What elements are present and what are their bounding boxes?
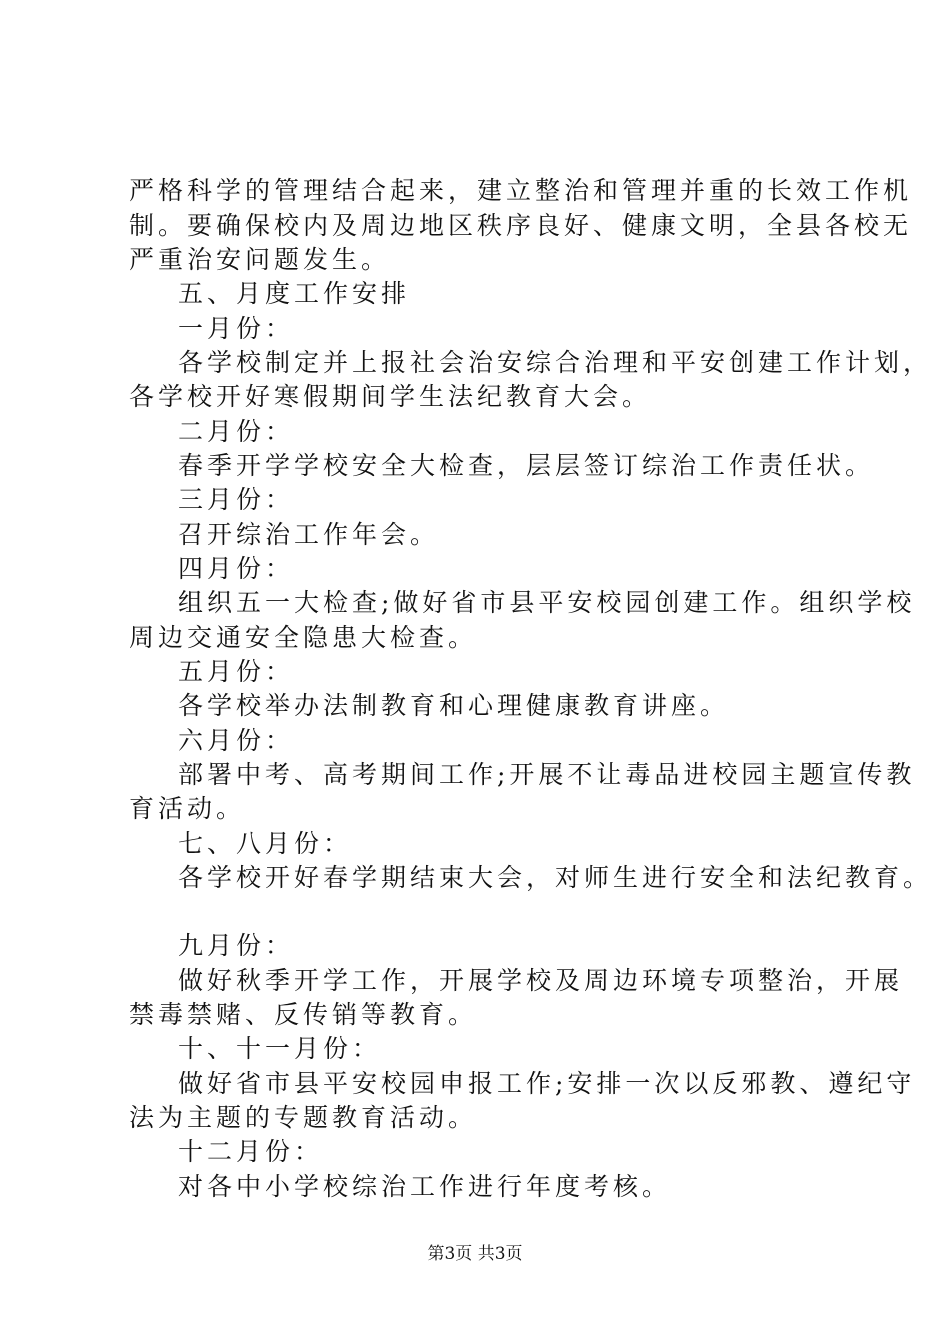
month-label-july-august: 七、八月份： bbox=[178, 829, 353, 858]
january-content-line-2: 各学校开好寒假期间学生法纪教育大会。 bbox=[129, 382, 652, 411]
month-label-january: 一月份： bbox=[178, 314, 295, 343]
month-label-september: 九月份： bbox=[178, 931, 295, 960]
month-label-june: 六月份： bbox=[178, 726, 295, 755]
month-label-may: 五月份： bbox=[178, 657, 295, 686]
january-content-line-1: 各学校制定并上报社会治安综合治理和平安创建工作计划， bbox=[178, 348, 933, 377]
month-label-october-november: 十、十一月份： bbox=[178, 1034, 382, 1063]
december-content: 对各中小学校综治工作进行年度考核。 bbox=[178, 1172, 672, 1201]
month-label-december: 十二月份： bbox=[178, 1137, 324, 1166]
paragraph-line-3: 严重治安问题发生。 bbox=[129, 245, 391, 274]
june-content-line-1: 部署中考、高考期间工作;开展不让毒品进校园主题宣传教 bbox=[178, 760, 916, 789]
page-footer: 第3页 共3页 bbox=[427, 1244, 523, 1264]
september-content-line-1: 做好秋季开学工作，开展学校及周边环境专项整治，开展 bbox=[178, 966, 904, 995]
paragraph-line-1: 严格科学的管理结合起来，建立整治和管理并重的长效工作机 bbox=[129, 176, 913, 205]
june-content-line-2: 育活动。 bbox=[129, 794, 246, 823]
month-label-february: 二月份： bbox=[178, 417, 295, 446]
month-label-april: 四月份： bbox=[178, 554, 295, 583]
september-content-line-2: 禁毒禁赌、反传销等教育。 bbox=[129, 1000, 478, 1029]
april-content-line-2: 周边交通安全隐患大检查。 bbox=[129, 623, 478, 652]
february-content: 春季开学学校安全大检查，层层签订综治工作责任状。 bbox=[178, 451, 875, 480]
section-heading: 五、月度工作安排 bbox=[178, 279, 411, 308]
paragraph-line-2: 制。要确保校内及周边地区秩序良好、健康文明，全县各校无 bbox=[129, 211, 913, 240]
october-november-content-line-2: 法为主题的专题教育活动。 bbox=[129, 1103, 478, 1132]
march-content: 召开综治工作年会。 bbox=[178, 520, 440, 549]
may-content: 各学校举办法制教育和心理健康教育讲座。 bbox=[178, 691, 730, 720]
october-november-content-line-1: 做好省市县平安校园申报工作;安排一次以反邪教、遵纪守 bbox=[178, 1069, 916, 1098]
july-august-content: 各学校开好春学期结束大会，对师生进行安全和法纪教育。 bbox=[178, 863, 933, 892]
month-label-march: 三月份： bbox=[178, 485, 295, 514]
april-content-line-1: 组织五一大检查;做好省市县平安校园创建工作。组织学校 bbox=[178, 588, 916, 617]
